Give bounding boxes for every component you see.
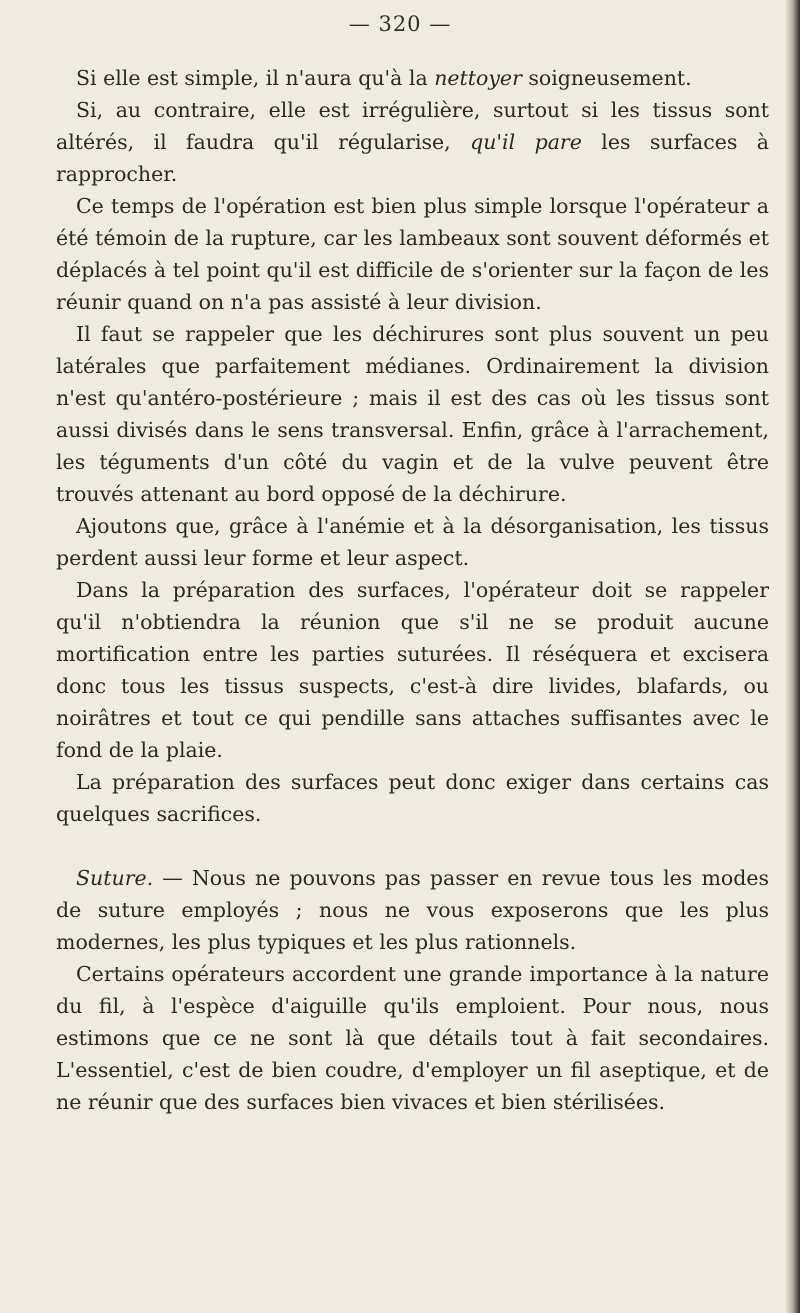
section-heading-suture: Suture. [76, 866, 154, 890]
paragraph-1 [56, 62, 769, 94]
paragraph-8 [56, 862, 769, 958]
paragraph-4: Il faut se rappeler que les déchirures sont plus souvent un peu latérales que parfaitement médianes. Ordinairement la division n'est qu'antéro-postérieure ; mais il est des cas où les tissus sont aussi divisés dans le sens transversal. Enfin, grâce à l'arrachement, les téguments d'un côté du vagin et de la vulve peuvent être trouvés attenant au bord opposé de la déchirure. [56, 322, 769, 506]
paragraph-2-emphasis: qu'il pare [470, 130, 582, 154]
paragraph-7: La préparation des surfaces peut donc exiger dans certains cas quelques sacrifices. [56, 770, 769, 826]
paragraph-6: Dans la préparation des surfaces, l'opérateur doit se rappeler qu'il n'obtiendra la réunion que s'il ne se produit aucune mortification entre les parties suturées. Il réséquera et excisera donc tous les tissus suspects, c'est-à dire livides, blafards, ou noirâtres et tout ce qui pendille sans attaches suffisantes avec le fond de la plaie. [56, 578, 769, 762]
page-number: — 320 — [348, 12, 452, 36]
paragraph-1-text-end: soigneusement. [521, 66, 692, 90]
paragraph-1-emphasis: nettoyer [434, 66, 522, 90]
paragraph-5: Ajoutons que, grâce à l'anémie et à la désorganisation, les tissus perdent aussi leur forme et leur aspect. [56, 514, 769, 570]
paragraph-9: Certains opérateurs accordent une grande importance à la nature du fil, à l'espèce d'aiguille qu'ils emploient. Pour nous, nous estimons que ce ne sont là que détails tout à fait secondaires. L'essentiel, c'est de bien coudre, d'employer un fil aseptique, et de ne réunir que des surfaces bien vivaces et bien stérilisées. [56, 962, 769, 1114]
paragraph-3: Ce temps de l'opération est bien plus simple lorsque l'opérateur a été témoin de la rupture, car les lambeaux sont souvent déformés et déplacés à tel point qu'il est difficile de s'orienter sur la façon de les réunir quand on n'a pas assisté à leur division. [56, 194, 769, 314]
paragraph-1-text: Si elle est simple, il n'aura qu'à la [76, 66, 435, 90]
paragraph-2-text-end: les surfaces à rapprocher. [56, 130, 769, 186]
paragraph-2-text: Si, au contraire, elle est irrégulière, surtout si les tissus sont altérés, il faudra qu'il régularise, [56, 98, 769, 154]
paragraph-2 [56, 94, 769, 190]
page-edge-shadow [786, 0, 800, 1313]
paragraph-8-text: — Nous ne pouvons pas passer en revue tous les modes de suture employés ; nous ne vous exposerons que les plus modernes, les plus typiques et les plus rationnels. [56, 866, 769, 954]
body-text [56, 62, 769, 1118]
